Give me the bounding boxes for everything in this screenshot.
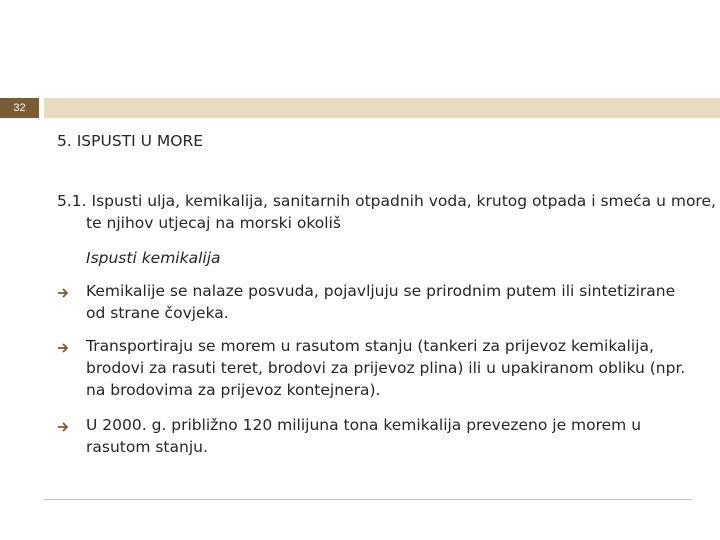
footer-divider bbox=[44, 499, 692, 500]
bullet-text: Transportiraju se morem u rasutom stanju (tankeri za prijevoz kemikalija, brodovi za rasuti teret, brodovi za prijevoz plina) ili u upakiranom obliku (npr. na brodovima za prijevoz kontejnera). bbox=[86, 337, 686, 399]
bullet-item bbox=[57, 414, 697, 458]
page-number: 32 bbox=[0, 98, 39, 118]
subsection-title: 5.1. Ispusti ulja, kemikalija, sanitarnih otpadnih voda, krutog otpada i smeća u more, te njihov utjecaj na morski okoliš bbox=[57, 192, 716, 232]
bullet-item bbox=[57, 280, 697, 324]
bullet-item bbox=[57, 335, 697, 401]
sub-heading: Ispusti kemikalija bbox=[86, 249, 221, 267]
bullet-text: Kemikalije se nalaze posvuda, pojavljuju se prirodnim putem ili sintetizirane od strane čovjeka. bbox=[86, 282, 676, 322]
right-arrow-icon bbox=[57, 418, 69, 432]
right-arrow-icon bbox=[57, 339, 69, 353]
right-arrow-icon bbox=[57, 284, 69, 298]
header-band bbox=[44, 98, 720, 118]
bullet-text: U 2000. g. približno 120 milijuna tona kemikalija prevezeno je morem u rasutom stanju. bbox=[86, 416, 642, 456]
section-title: 5. ISPUSTI U MORE bbox=[57, 132, 204, 150]
